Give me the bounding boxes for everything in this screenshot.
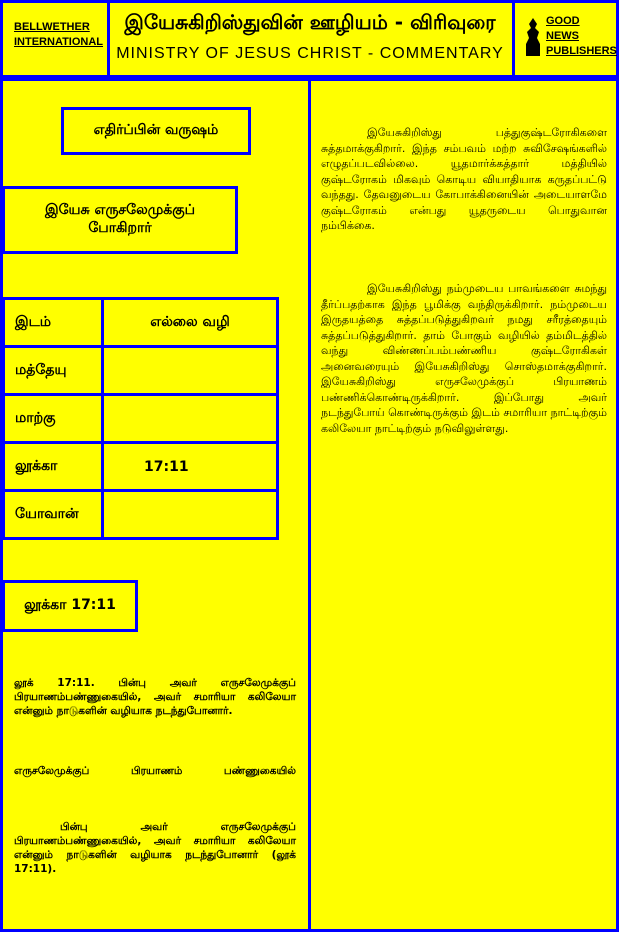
table-cell-verse: 17:11 bbox=[103, 443, 278, 491]
year-label: எதிர்ப்பின் வருஷம் bbox=[93, 122, 219, 138]
table-cell-verse bbox=[103, 347, 278, 395]
reference-label: லூக்கா 17:11 bbox=[24, 597, 116, 613]
phrase-heading: எருசலேமுக்குப் பிரயாணம் பண்ணுகையில் bbox=[14, 765, 296, 777]
table-row bbox=[4, 443, 278, 491]
table-row bbox=[4, 347, 278, 395]
phrase-text: பின்பு அவர் எருசலேமுக்குப் பிரயாணம்பண்ணுகையில், அவர் சமாரியா கலிலேயா என்னும் நாடுகளின் வழியாக நடந்துபோனார் (லூக் 17:11). bbox=[14, 821, 296, 875]
table-header-route: எல்லை வழி bbox=[103, 299, 278, 347]
year-label-box bbox=[61, 107, 251, 155]
table-cell-book: லூக்கா bbox=[4, 443, 103, 491]
table-cell-book: மத்தேயு bbox=[4, 347, 103, 395]
commentary-paragraph-2: இயேசுகிறிஸ்து நம்முடைய பாவங்களை சுமந்து தீர்ப்பதற்காக இந்த பூமிக்கு வந்திருக்கிறார். நம்முடைய இருதயத்தை சுத்தப்படுத்துகிறவர் நமது சரீரத்தையும் சுத்தப்படுத்துகிறார். தாம் போகும் வழியில் தம்மிடத்தில் வந்து விண்ணப்பம்பண்ணிய குஷ்டரோகிகள் அனைவரையும் இயேசுகிறிஸ்து சொஸ்தமாக்குகிறார். இயேசுகிறிஸ்து எருசலேமுக்குப் பிரயாணம் பண்ணிக்கொண்டிருக்கிறார். இப்போது அவர் நடந்துபோய் கொண்டிருக்கும் இடம் சமாரியா நாட்டிற்கும் கலிலேயா நாட்டிற்கும் நடுவிலுள்ளது. bbox=[321, 282, 607, 435]
table-cell-book: மாற்கு bbox=[4, 395, 103, 443]
section-title: இயேசு எருசலேமுக்குப் போகிறார் bbox=[44, 202, 196, 236]
bellwether-logo bbox=[10, 16, 102, 54]
bellwether-logo-text: BELLWETHER INTERNATIONAL bbox=[14, 21, 104, 48]
good-news-logo-text: GOOD NEWS PUBLISHERS bbox=[546, 15, 617, 57]
good-news-logo bbox=[524, 14, 617, 59]
lamp-icon bbox=[524, 18, 542, 56]
verse-text: லூக் 17:11. பின்பு அவர் எருசலேமுக்குப் பிரயாணம்பண்ணுகையில், அவர் சமாரியா கலிலேயா என்னும் நாடுகளின் வழியாக நடந்துபோனார். bbox=[14, 677, 296, 717]
table-header-row bbox=[4, 299, 278, 347]
table-cell-verse bbox=[103, 491, 278, 539]
page-title-english: MINISTRY OF JESUS CHRIST - COMMENTARY bbox=[116, 45, 504, 62]
reference-table bbox=[2, 297, 279, 540]
table-cell-verse bbox=[103, 395, 278, 443]
commentary-paragraph-1: இயேசுகிறிஸ்து பத்துகுஷ்டரோகிகளை சுத்தமாக்குகிறார். இந்த சம்பவம் மற்ற சுவிசேஷங்களில் எழுதப்படவில்லை. யூதமார்க்கத்தார் மத்தியில் குஷ்டரோகம் மிகவும் கொடிய வியாதியாக கருதப்பட்டு வந்தது. தேவனுடைய கோபாக்கினையின் அடையாளமே குஷ்டரோகம் என்பது யூதருடைய பொதுவான நம்பிக்கை. bbox=[321, 126, 607, 232]
page-title-tamil: இயேசுகிறிஸ்துவின் ஊழியம் - விரிவுரை bbox=[124, 10, 496, 34]
reference-box bbox=[2, 580, 138, 632]
table-row bbox=[4, 491, 278, 539]
table-cell-book: யோவான் bbox=[4, 491, 103, 539]
section-title-box bbox=[2, 186, 238, 254]
table-header-place: இடம் bbox=[4, 299, 103, 347]
table-row bbox=[4, 395, 278, 443]
